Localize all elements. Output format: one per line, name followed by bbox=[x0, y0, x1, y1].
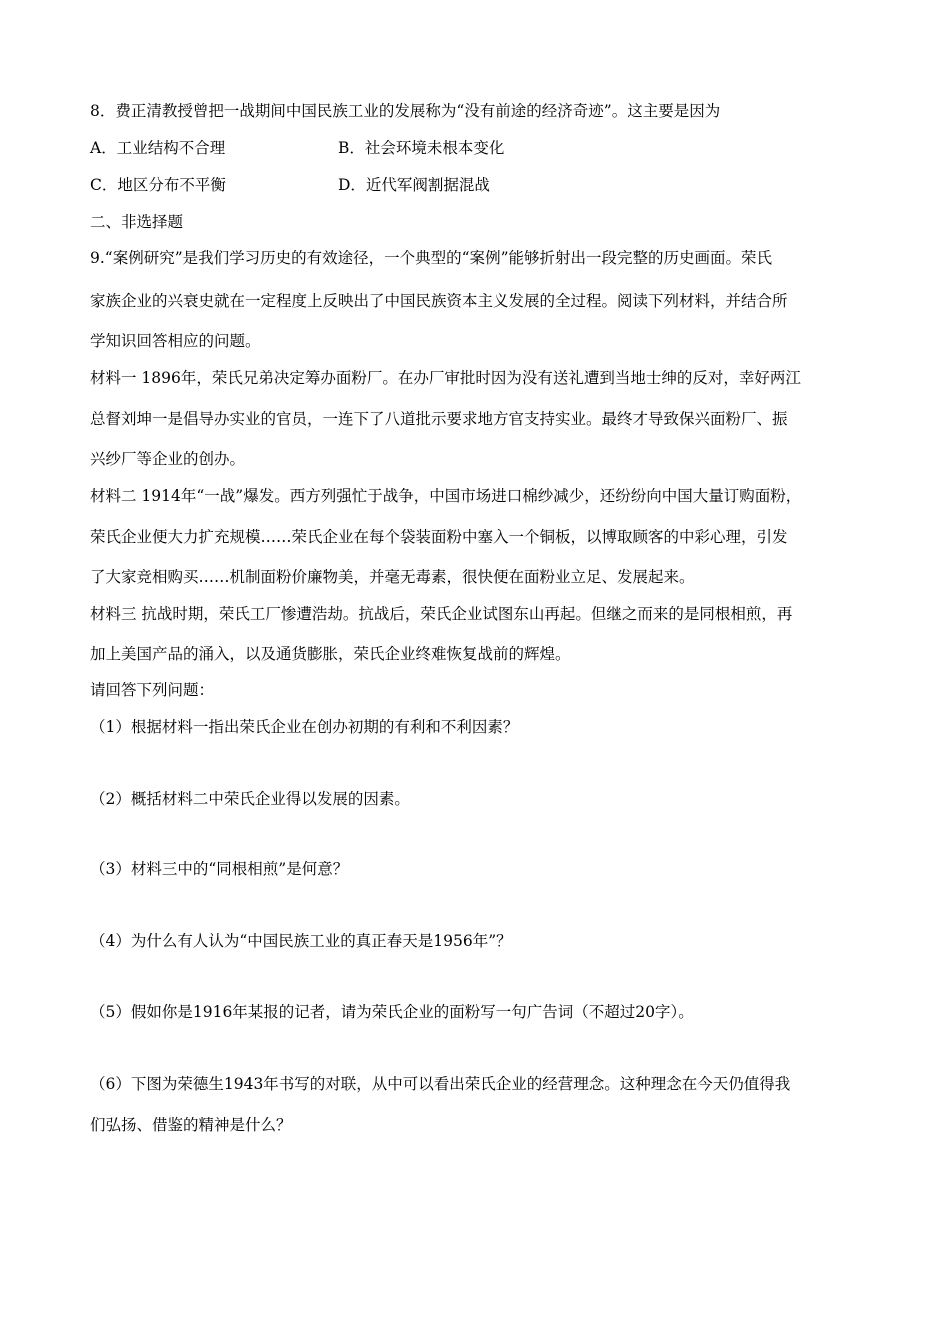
q8-option-a: A．工业结构不合理 bbox=[90, 139, 226, 157]
q9-prompt: 请回答下列问题： bbox=[90, 681, 215, 699]
q9-sub-question-1: （1）根据材料一指出荣氏企业在创办初期的有利和不利因素？ bbox=[90, 718, 519, 736]
q8-option-c: C．地区分布不平衡 bbox=[90, 176, 226, 194]
q9-sub-question-2: （2）概括材料二中荣氏企业得以发展的因素。 bbox=[90, 790, 410, 808]
q8-option-b: B．社会环境未根本变化 bbox=[338, 139, 505, 157]
material3-line-2: 加上美国产品的涌入，以及通货膨胀，荣氏企业终难恢复战前的辉煌。 bbox=[90, 645, 571, 663]
material2-line-3: 了大家竞相购买……机制面粉价廉物美，并毫无毒素，很快便在面粉业立足、发展起来。 bbox=[90, 568, 695, 586]
q9-sub-question-6-line-2: 们弘扬、借鉴的精神是什么？ bbox=[90, 1116, 292, 1134]
q9-sub-question-4: （4）为什么有人认为“中国民族工业的真正春天是1956年”？ bbox=[90, 932, 512, 950]
q9-sub-question-3: （3）材料三中的“同根相煎”是何意？ bbox=[90, 860, 349, 878]
material1-line-2: 总督刘坤一是倡导办实业的官员，一连下了八道批示要求地方官支持实业。最终才导致保兴面粉厂、振 bbox=[90, 410, 788, 428]
q8-stem: 8．费正清教授曾把一战期间中国民族工业的发展称为“没有前途的经济奇迹”。这主要是因为 bbox=[90, 102, 721, 120]
material2-line-2: 荣氏企业便大力扩充规模……荣氏企业在每个袋装面粉中塞入一个铜板，以博取顾客的中彩心理，引发 bbox=[90, 528, 788, 546]
q8-option-d: D．近代军阀割据混战 bbox=[338, 176, 490, 194]
q9-sub-question-5: （5）假如你是1916年某报的记者，请为荣氏企业的面粉写一句广告词（不超过20字）。 bbox=[90, 1003, 694, 1021]
section-title: 二、非选择题 bbox=[90, 213, 184, 231]
q9-intro-line-1: 9.“案例研究”是我们学习历史的有效途径，一个典型的“案例”能够折射出一段完整的历史画面。荣氏 bbox=[90, 249, 772, 267]
material1-line-3: 兴纱厂等企业的创办。 bbox=[90, 450, 246, 468]
material3-line-1: 材料三 抗战时期，荣氏工厂惨遭浩劫。抗战后，荣氏企业试图东山再起。但继之而来的是同根相煎，再 bbox=[90, 605, 793, 623]
material2-line-1: 材料二 1914年“一战”爆发。西方列强忙于战争，中国市场进口棉纱减少，还纷纷向中国大量订购面粉， bbox=[90, 487, 802, 505]
q9-intro-line-2: 家族企业的兴衰史就在一定程度上反映出了中国民族资本主义发展的全过程。阅读下列材料，并结合所 bbox=[90, 292, 788, 310]
material1-line-1: 材料一 1896年，荣氏兄弟决定筹办面粉厂。在办厂审批时因为没有送礼遭到当地士绅的反对，幸好两江 bbox=[90, 369, 801, 387]
q9-sub-question-6-line-1: （6）下图为荣德生1943年书写的对联，从中可以看出荣氏企业的经营理念。这种理念在今天仍值得我 bbox=[90, 1075, 791, 1093]
q9-intro-line-3: 学知识回答相应的问题。 bbox=[90, 332, 261, 350]
